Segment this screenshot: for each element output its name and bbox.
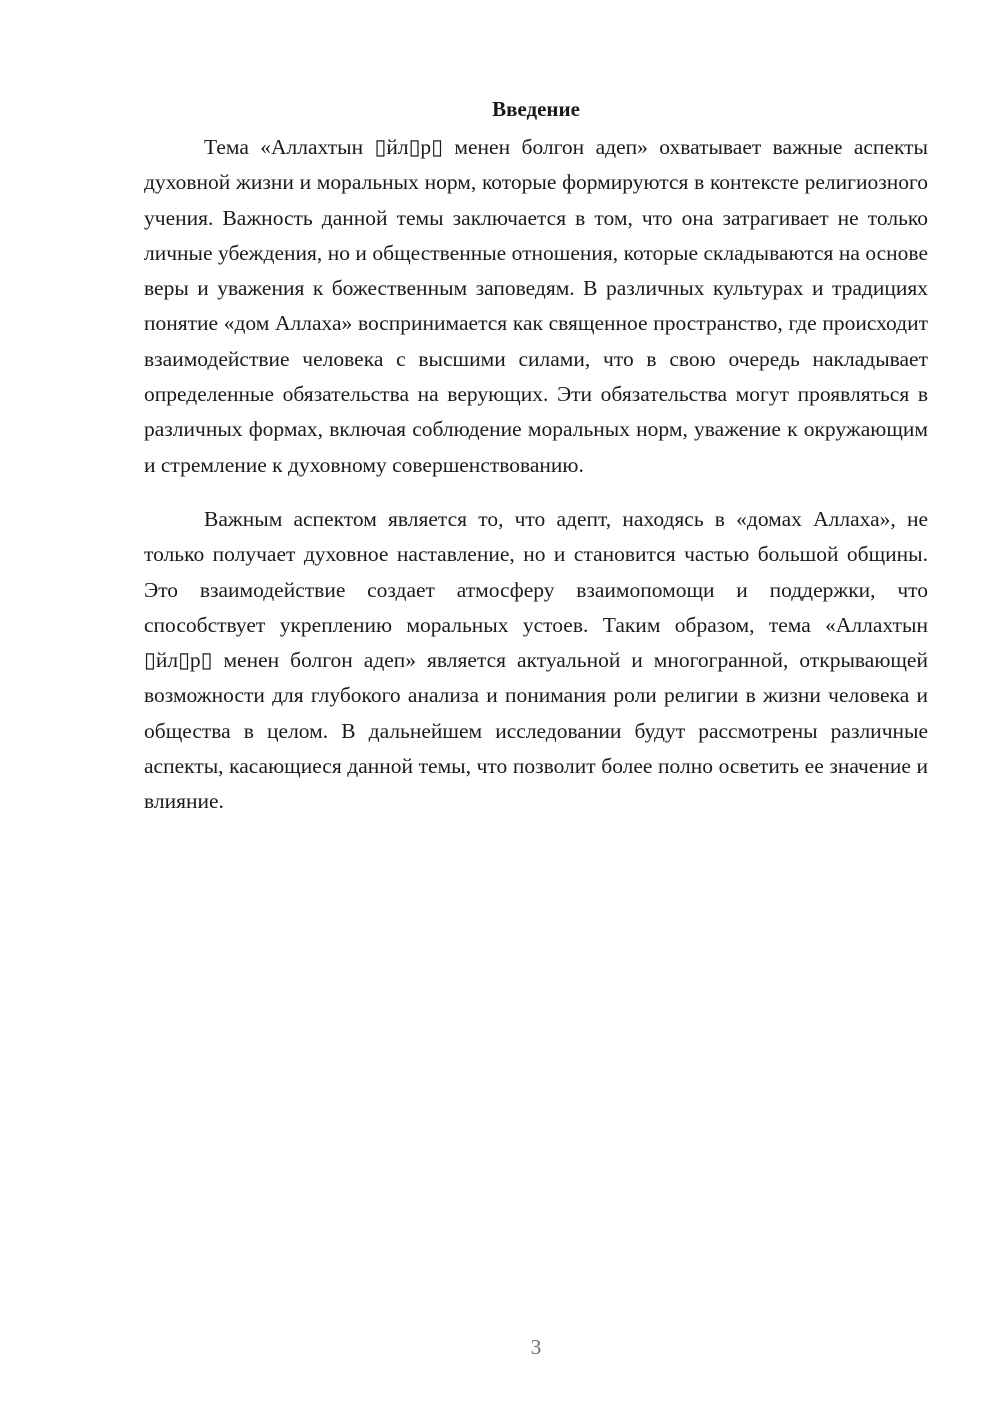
page-content (144, 92, 928, 820)
intro-paragraph-2: Важным аспектом является то, что адепт, находясь в «домах Аллаха», не только получает духовное наставление, но и становится частью большой общины. Это взаимодействие создает атмосферу взаимопомощи и поддержки, что способствует укреплению моральных устоев. Таким образом, тема «Аллахтын ▯йл▯р▯ менен болгон адеп» является актуальной и многогранной, открывающей возможности для глубокого анализа и понимания роли религии в жизни человека и общества в целом. В дальнейшем исследовании будут рассмотрены различные аспекты, касающиеся данной темы, что позволит более полно осветить ее значение и влияние. (144, 506, 928, 814)
page-number: 3 (530, 1335, 542, 1359)
section-heading: Введение (492, 97, 580, 121)
intro-paragraph-1: Тема «Аллахтын ▯йл▯р▯ менен болгон адеп» охватывает важные аспекты духовной жизни и моральных норм, которые формируются в контексте религиозного учения. Важность данной темы заключается в том, что она затрагивает не только личные убеждения, но и общественные отношения, которые складываются на основе веры и уважения к божественным заповедям. В различных культурах и традициях понятие «дом Аллаха» воспринимается как священное пространство, где происходит взаимодействие человека с высшими силами, что в свою очередь накладывает определенные обязательства на верующих. Эти обязательства могут проявляться в различных формах, включая соблюдение моральных норм, уважение к окружающим и стремление к духовному совершенствованию. (144, 135, 928, 477)
